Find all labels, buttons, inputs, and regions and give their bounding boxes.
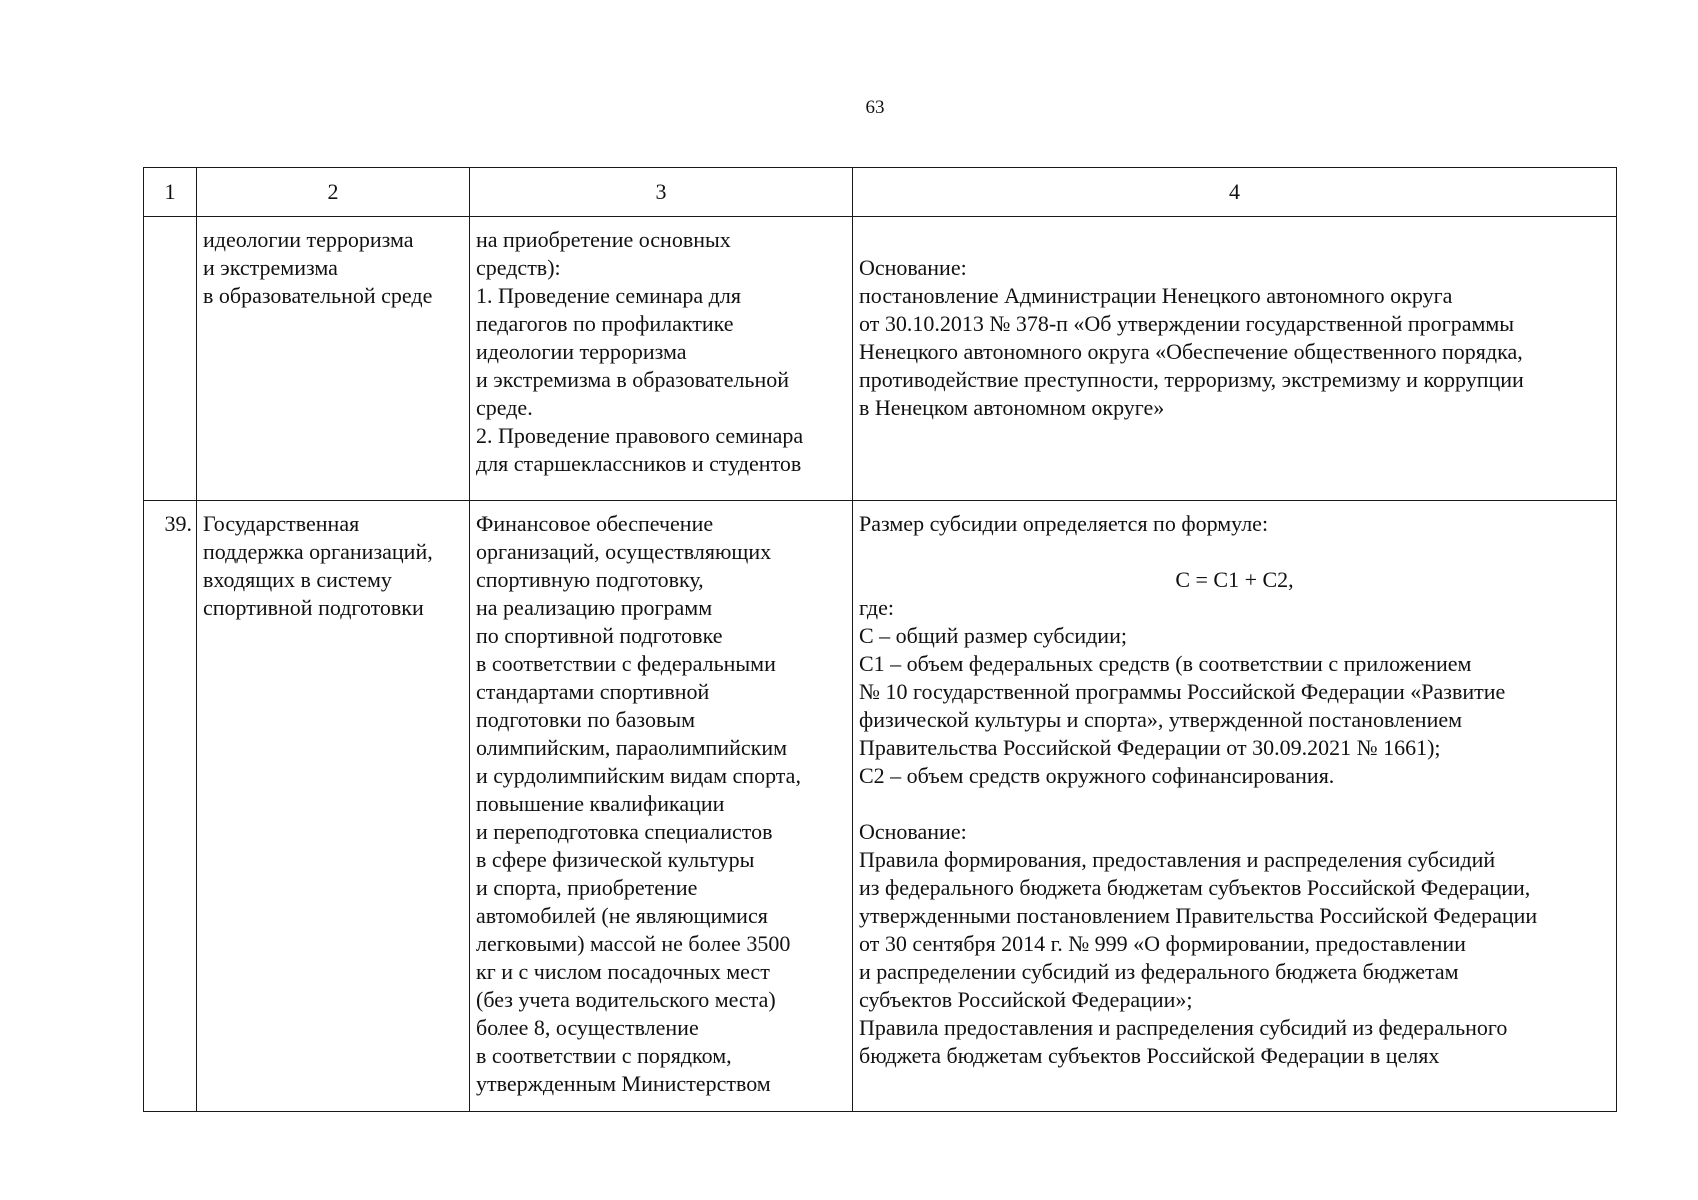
text-line: на приобретение основных	[476, 227, 731, 252]
text-line: постановление Администрации Ненецкого автономного округа	[859, 283, 1453, 308]
text-line: в сфере физической культуры	[476, 847, 755, 872]
text-line: и экстремизма в образовательной	[476, 367, 790, 392]
text-line: и экстремизма	[203, 255, 338, 280]
text-line: С2 – объем средств окружного софинансирования.	[859, 763, 1335, 788]
page-number: 63	[865, 97, 885, 118]
text-line: идеологии терроризма	[476, 339, 687, 364]
text-line: и распределении субсидий из федерального бюджета бюджетам	[859, 959, 1459, 984]
basis-text	[859, 254, 1610, 422]
text-line: автомобилей (не являющимися	[476, 903, 768, 928]
header-cell-1: 1	[144, 168, 197, 217]
header-cell-4: 4	[853, 168, 1617, 217]
text-line: более 8, осуществление	[476, 1015, 699, 1040]
text-line: утвержденным Министерством	[476, 1071, 771, 1096]
program-name-cell	[197, 501, 470, 1112]
text-line: спортивной подготовки	[203, 595, 424, 620]
text-line: для старшеклассников и студентов	[476, 451, 802, 476]
text-line: Правила формирования, предоставления и распределения субсидий	[859, 847, 1496, 872]
text-line: поддержка организаций,	[203, 539, 433, 564]
text-line: противодействие преступности, терроризму, экстремизму и коррупции	[859, 367, 1524, 392]
text-line: Основание:	[859, 819, 967, 844]
text-line: кг и с числом посадочных мест	[476, 959, 770, 984]
text-line: по спортивной подготовке	[476, 623, 723, 648]
basis-text	[859, 818, 1610, 1070]
program-name-text	[203, 510, 463, 622]
table-row-39	[144, 501, 1617, 1112]
text-line: Ненецкого автономного округа «Обеспечение общественного порядка,	[859, 339, 1523, 364]
text-line: физической культуры и спорта», утвержденной постановлением	[859, 707, 1463, 732]
text-line: С1 – объем федеральных средств (в соответствии с приложением	[859, 651, 1472, 676]
text-line: в соответствии с федеральными	[476, 651, 776, 676]
text-line: и переподготовка специалистов	[476, 819, 773, 844]
purpose-cell	[470, 501, 853, 1112]
subsidy-formula: С = С1 + С2,	[1175, 567, 1294, 592]
method-cell	[853, 501, 1617, 1112]
row-number-cell: 39.	[144, 501, 197, 1112]
program-name-text	[203, 226, 463, 310]
text-line: из федерального бюджета бюджетам субъектов Российской Федерации,	[859, 875, 1531, 900]
header-cell-2: 2	[197, 168, 470, 217]
formula-intro: Размер субсидии определяется по формуле:	[859, 511, 1269, 536]
text-line: где:	[859, 595, 894, 620]
text-line: средств):	[476, 255, 561, 280]
text-line: (без учета водительского места)	[476, 987, 776, 1012]
table-row-continued	[144, 217, 1617, 501]
program-name-cell	[197, 217, 470, 501]
formula-definitions	[859, 594, 1610, 790]
text-line: в образовательной среде	[203, 283, 433, 308]
text-line: Основание:	[859, 255, 967, 280]
text-line: Государственная	[203, 511, 360, 536]
text-line: стандартами спортивной	[476, 679, 710, 704]
document-table	[143, 167, 1617, 1112]
text-line: Правительства Российской Федерации от 30.09.2021 № 1661);	[859, 735, 1441, 760]
text-line: организаций, осуществляющих	[476, 539, 772, 564]
text-line: Правила предоставления и распределения субсидий из федерального	[859, 1015, 1508, 1040]
text-line: 1. Проведение семинара для	[476, 283, 741, 308]
header-cell-3: 3	[470, 168, 853, 217]
text-line: утвержденными постановлением Правительства Российской Федерации	[859, 903, 1538, 928]
text-line: на реализацию программ	[476, 595, 713, 620]
text-line: в соответствии с порядком,	[476, 1043, 732, 1068]
text-line: повышение квалификации	[476, 791, 725, 816]
text-line: 2. Проведение правового семинара	[476, 423, 804, 448]
text-line: олимпийским, параолимпийским	[476, 735, 788, 760]
text-line: № 10 государственной программы Российской Федерации «Развитие	[859, 679, 1506, 704]
purpose-text	[476, 510, 846, 1098]
method-cell	[853, 217, 1617, 501]
text-line: среде.	[476, 395, 533, 420]
purpose-cell	[470, 217, 853, 501]
text-line: субъектов Российской Федерации»;	[859, 987, 1193, 1012]
row-number-cell	[144, 217, 197, 501]
text-line: подготовки по базовым	[476, 707, 696, 732]
text-line: и спорта, приобретение	[476, 875, 698, 900]
text-line: С – общий размер субсидии;	[859, 623, 1127, 648]
text-line: спортивную подготовку,	[476, 567, 704, 592]
text-line: педагогов по профилактике	[476, 311, 734, 336]
purpose-text	[476, 226, 846, 478]
text-line: бюджета бюджетам субъектов Российской Федерации в целях	[859, 1043, 1440, 1068]
text-line: в Ненецком автономном округе»	[859, 395, 1165, 420]
text-line: входящих в систему	[203, 567, 392, 592]
table-header-row	[144, 168, 1617, 217]
text-line: идеологии терроризма	[203, 227, 414, 252]
text-line: Финансовое обеспечение	[476, 511, 714, 536]
text-line: легковыми) массой не более 3500	[476, 931, 791, 956]
text-line: и сурдолимпийским видам спорта,	[476, 763, 801, 788]
text-line: от 30 сентября 2014 г. № 999 «О формировании, предоставлении	[859, 931, 1466, 956]
text-line: от 30.10.2013 № 378-п «Об утверждении государственной программы	[859, 311, 1515, 336]
